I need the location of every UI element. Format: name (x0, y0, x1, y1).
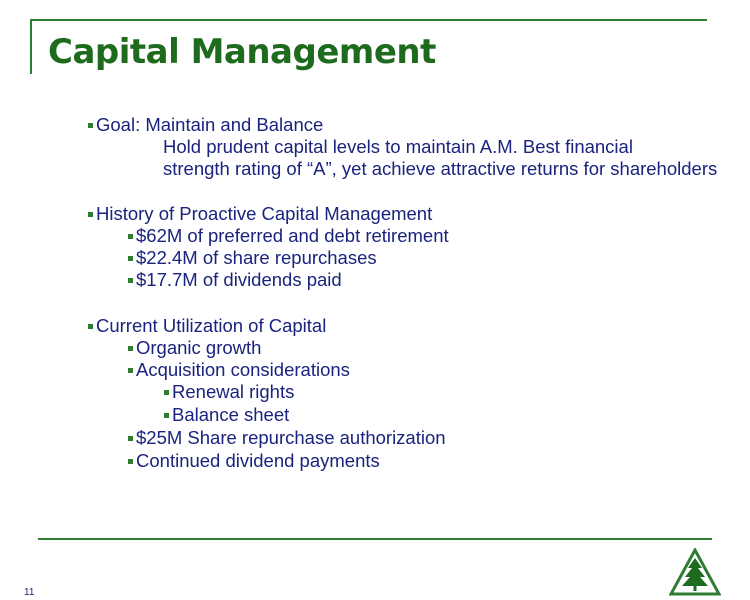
history-item: $62M of preferred and debt retirement (128, 225, 449, 247)
bullet-icon (128, 346, 133, 351)
current-heading: Current Utilization of Capital (88, 315, 326, 337)
bullet-icon (128, 368, 133, 373)
current-item: Organic growth (128, 337, 261, 359)
goal-line-2: strength rating of “A”, yet achieve attractive returns for shareholders (163, 158, 718, 179)
history-item: $17.7M of dividends paid (128, 269, 342, 291)
goal-line-1: Hold prudent capital levels to maintain A.M. Best financial (163, 136, 633, 157)
bullet-icon (128, 436, 133, 441)
slide-title: Capital Management (48, 32, 436, 72)
bullet-icon (164, 390, 169, 395)
bullet-icon (164, 413, 169, 418)
current-item: Acquisition considerations (128, 359, 350, 381)
bullet-icon (88, 212, 93, 217)
history-heading: History of Proactive Capital Management (88, 203, 432, 225)
bullet-icon (128, 278, 133, 283)
acquisition-subitem: Balance sheet (164, 404, 289, 426)
current-item: Continued dividend payments (128, 450, 380, 472)
page-number: 11 (24, 587, 35, 598)
current-item: $25M Share repurchase authorization (128, 427, 446, 449)
bullet-icon (128, 256, 133, 261)
goal-heading: Goal: Maintain and Balance (88, 114, 323, 136)
bullet-icon (88, 123, 93, 128)
bullet-icon (88, 324, 93, 329)
bullet-icon (128, 234, 133, 239)
acquisition-subitem: Renewal rights (164, 381, 294, 403)
bullet-icon (128, 459, 133, 464)
history-item: $22.4M of share repurchases (128, 247, 377, 269)
bottom-rule (38, 538, 712, 540)
pine-tree-triangle-logo-icon (669, 548, 721, 596)
